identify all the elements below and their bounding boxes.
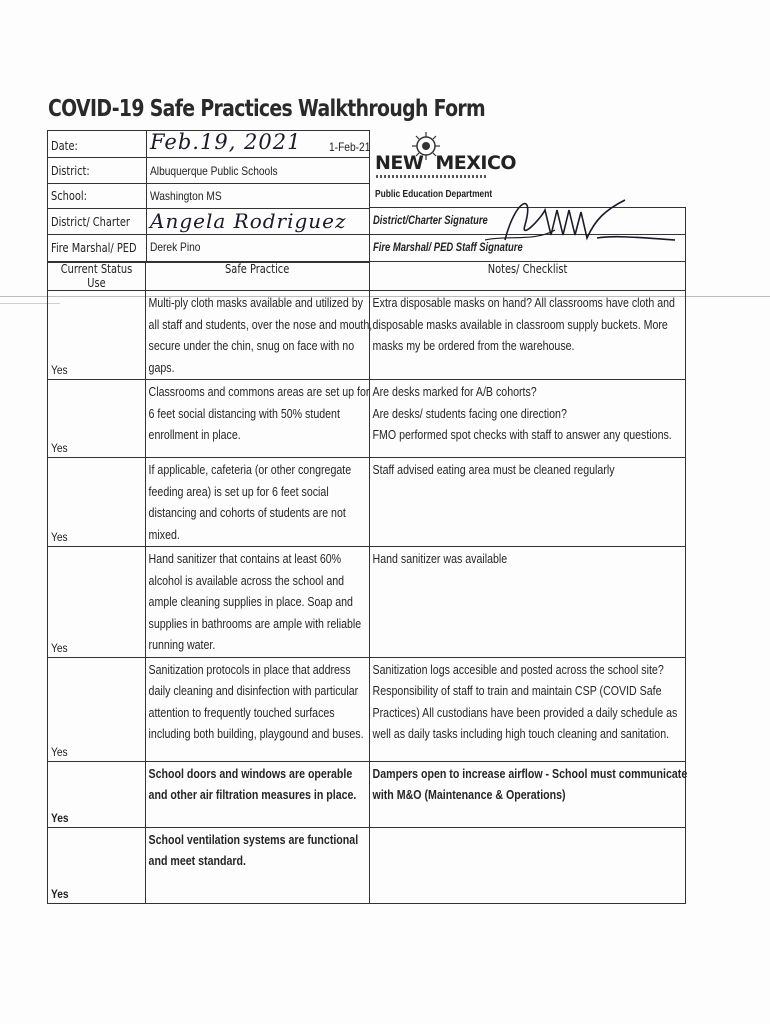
table-row	[48, 458, 686, 547]
practice-text: School ventilation systems are functional and meet standard.	[148, 832, 359, 868]
status-value: Yes	[51, 886, 69, 901]
logo-department: Public Education Department	[375, 188, 493, 200]
notes-text: Are desks marked for A/B cohorts? Are desks/ students facing one direction? FMO performed spot checks with staff to answer any questions.	[372, 385, 672, 442]
table-header-row	[48, 262, 686, 291]
column-header-status: Current Status Use	[48, 262, 146, 291]
table-row	[48, 547, 686, 658]
status-value: Yes	[51, 441, 68, 455]
table-row	[48, 380, 686, 458]
column-header-practice: Safe Practice	[146, 262, 370, 291]
notes-text: Extra disposable masks on hand? All classrooms have cloth and disposable masks available in classroom supply buckets. More masks my be ordered from the warehouse.	[372, 296, 675, 353]
practice-text: School doors and windows are operable and other air filtration measures in place.	[148, 766, 357, 802]
school-label: School:	[51, 189, 87, 203]
notes-text	[370, 828, 691, 830]
charter-signature: Angela Rodriguez	[150, 209, 347, 233]
status-value: Yes	[51, 530, 68, 544]
logo-mexico: MEXICO	[435, 152, 517, 174]
status-value: Yes	[51, 363, 68, 377]
status-value: Yes	[51, 744, 68, 759]
table-row	[48, 291, 686, 380]
notes-text: Sanitization logs accesible and posted across the school site? Responsibility of staff to train and maintain CSP (COVID Safe Practices) All custodians have been provided a daily schedule as well as daily tasks including high touch cleaning and sanitation.	[372, 662, 678, 741]
practice-text: Sanitization protocols in place that address daily cleaning and disinfection with particular attention to frequently touched surfaces including both building, playgound and buses.	[148, 662, 364, 741]
school-value: Washington MS	[150, 189, 222, 203]
charter-label: District/ Charter	[51, 215, 130, 229]
district-value: Albuquerque Public Schools	[150, 164, 278, 178]
notes-text: Staff advised eating area must be cleaned regularly	[372, 463, 615, 477]
table-row	[48, 657, 686, 761]
practice-text: If applicable, cafeteria (or other congregate feeding area) is set up for 6 feet social distancing and cohorts of students are not mixed.	[148, 463, 352, 542]
practice-text: Classrooms and commons areas are set up for 6 feet social distancing with 50% student enrollment in place.	[148, 385, 370, 442]
staff-signature	[485, 180, 685, 260]
ped-logo	[375, 132, 517, 202]
practice-text: Hand sanitizer that contains at least 60% alcohol is available across the school and ample cleaning supplies in place. Soap and supplies in bathrooms are ample with reliable running water.	[148, 552, 362, 652]
fire-signature-label: Fire Marshal/ PED Staff Signature	[373, 242, 523, 254]
status-value: Yes	[51, 810, 69, 825]
header-labels	[47, 130, 147, 263]
table-row	[48, 827, 686, 903]
date-label: Date:	[51, 139, 78, 153]
notes-text: Hand sanitizer was available	[372, 552, 508, 566]
date-printed: 1-Feb-21	[329, 140, 371, 154]
fire-marshal-value: Derek Pino	[150, 240, 201, 254]
district-label: District:	[51, 164, 90, 178]
practice-text: Multi-ply cloth masks available and utilized by all staff and students, over the nose and mouth, secure under the chin, snug on face with no gaps.	[148, 296, 373, 375]
logo-new: NEW	[375, 152, 424, 174]
status-value: Yes	[51, 640, 68, 655]
table-row	[48, 761, 686, 827]
district-signature-label: District/Charter Signature	[373, 215, 488, 227]
walkthrough-table	[47, 261, 686, 904]
fire-marshal-label: Fire Marshal/ PED	[51, 241, 137, 255]
column-header-notes: Notes/ Checklist	[370, 262, 686, 291]
notes-text: Dampers open to increase airflow - School must communicate with M&O (Maintenance & Operations)	[372, 766, 688, 802]
form-title: COVID-19 Safe Practices Walkthrough Form	[48, 96, 486, 122]
date-handwritten: Feb.19, 2021	[150, 130, 302, 154]
